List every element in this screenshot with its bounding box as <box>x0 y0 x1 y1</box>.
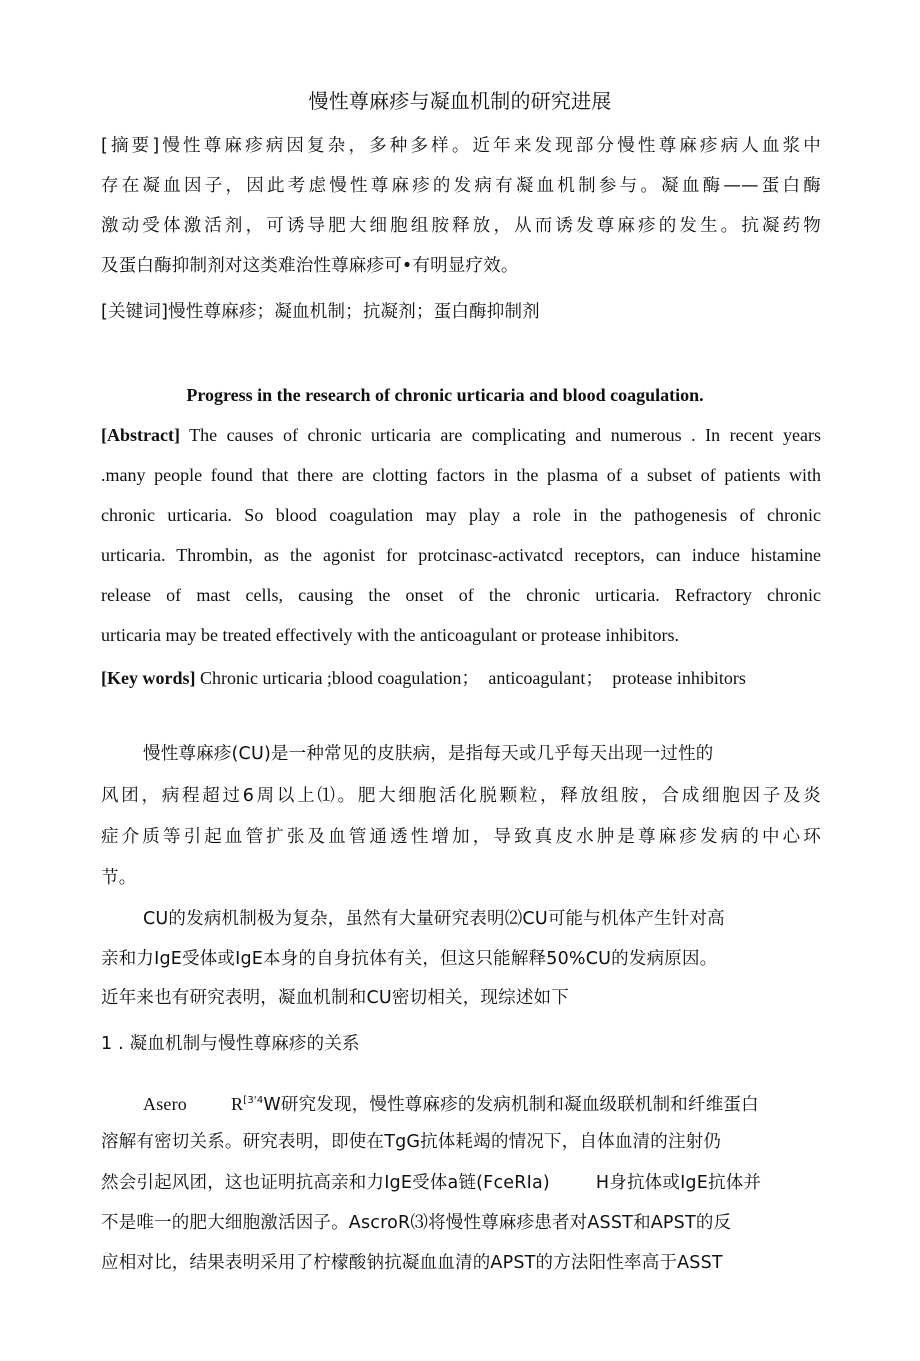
keywords-en-label: [Key words] <box>101 668 196 688</box>
body-para2-line-1: CU的发病机制极为复杂，虽然有大量研究表明⑵CU可能与机体产生针对高 <box>143 909 725 929</box>
keywords-cn-label: [关键词] <box>101 302 169 322</box>
abstract-en-line-5: release of mast cells, causing the onset of the chronic urticaria. Refractory chronic <box>101 585 821 605</box>
body-para1-line-4: 节。 <box>101 868 137 888</box>
body-para3-line-3: 然会引起风团，这也证明抗高亲和力IgE受体a链(FceRIa) H身抗体或IgE抗体并 <box>101 1173 762 1193</box>
body-para3-line-5: 应相对比，结果表明采用了柠檬酸钠抗凝血血清的APST的方法阳性率高于ASST <box>101 1253 723 1273</box>
body-para2-line-3: 近年来也有研究表明，凝血机制和CU密切相关，现综述如下 <box>101 988 569 1008</box>
section-1-heading: 1 . 凝血机制与慢性尊麻疹的关系 <box>101 1034 360 1054</box>
abstract-en-line-4: urticaria. Thrombin, as the agonist for protcinasc-activatcd receptors, can induce histamine <box>101 545 821 565</box>
abstract-cn-line-2: 存在凝血因子，因此考虑慢性尊麻疹的发病有凝血机制参与。凝血酶——蛋白酶 <box>101 176 821 196</box>
abstract-en-line-1: [Abstract] The causes of chronic urticaria are complicating and numerous . In recent years <box>101 425 821 445</box>
citation-superscript: [3'4 <box>243 1095 264 1107</box>
abstract-cn-line-3: 激动受体激活剂，可诱导肥大细胞组胺释放，从而诱发尊麻疹的发生。抗凝药物 <box>101 216 821 236</box>
body-para3-line-4: 不是唯一的肥大细胞激活因子。AscroR⑶将慢性尊麻疹患者对ASST和APST的反 <box>101 1213 732 1233</box>
body-para3-line-1: Asero $R^{[3'4}W$研究发现，慢性尊麻疹的发病机制和凝血级联机制和纤维蛋白 <box>143 1094 759 1115</box>
abstract-cn-line-1: [摘要]慢性尊麻疹病因复杂，多种多样。近年来发现部分慢性尊麻疹病人血浆中 <box>101 136 821 156</box>
abstract-en-line-6: urticaria may be treated effectively with the anticoagulant or protease inhibitors. <box>101 625 679 645</box>
body-para1-line-2: 风团，病程超过6周以上⑴。肥大细胞活化脱颗粒，释放组胺，合成细胞因子及炎 <box>101 786 821 806</box>
keywords-cn: [关键词]慢性尊麻疹；凝血机制；抗凝剂；蛋白酶抑制剂 <box>101 302 540 322</box>
body-para1-line-1: 慢性尊麻疹(CU)是一种常见的皮肤病，是指每天或几乎每天出现一过性的 <box>143 744 714 764</box>
keywords-en: [Key words] Chronic urticaria ;blood coagulation； anticoagulant； protease inhibitors <box>101 668 746 688</box>
abstract-cn-line-4: 及蛋白酶抑制剂对这类难治性尊麻疹可•有明显疗效。 <box>101 256 519 276</box>
title-cn: 慢性尊麻疹与凝血机制的研究进展 <box>308 89 612 113</box>
abstract-en-line-3: chronic urticaria. So blood coagulation may play a role in the pathogenesis of chronic <box>101 505 821 525</box>
abstract-cn-label: [摘要] <box>101 136 160 156</box>
abstract-en-line-2: .many people found that there are clotting factors in the plasma of a subset of patients with <box>101 465 821 485</box>
abstract-en-label: [Abstract] <box>101 425 180 445</box>
body-para3-line-2: 溶解有密切关系。研究表明，即使在TgG抗体耗竭的情况下，自体血清的注射仍 <box>101 1132 722 1152</box>
body-para2-line-2: 亲和力IgE受体或IgE本身的自身抗体有关，但这只能解释50%CU的发病原因。 <box>101 949 718 969</box>
body-para1-line-3: 症介质等引起血管扩张及血管通透性增加，导致真皮水肿是尊麻疹发病的中心环 <box>101 827 821 847</box>
title-en: Progress in the research of chronic urticaria and blood coagulation. <box>186 385 704 405</box>
